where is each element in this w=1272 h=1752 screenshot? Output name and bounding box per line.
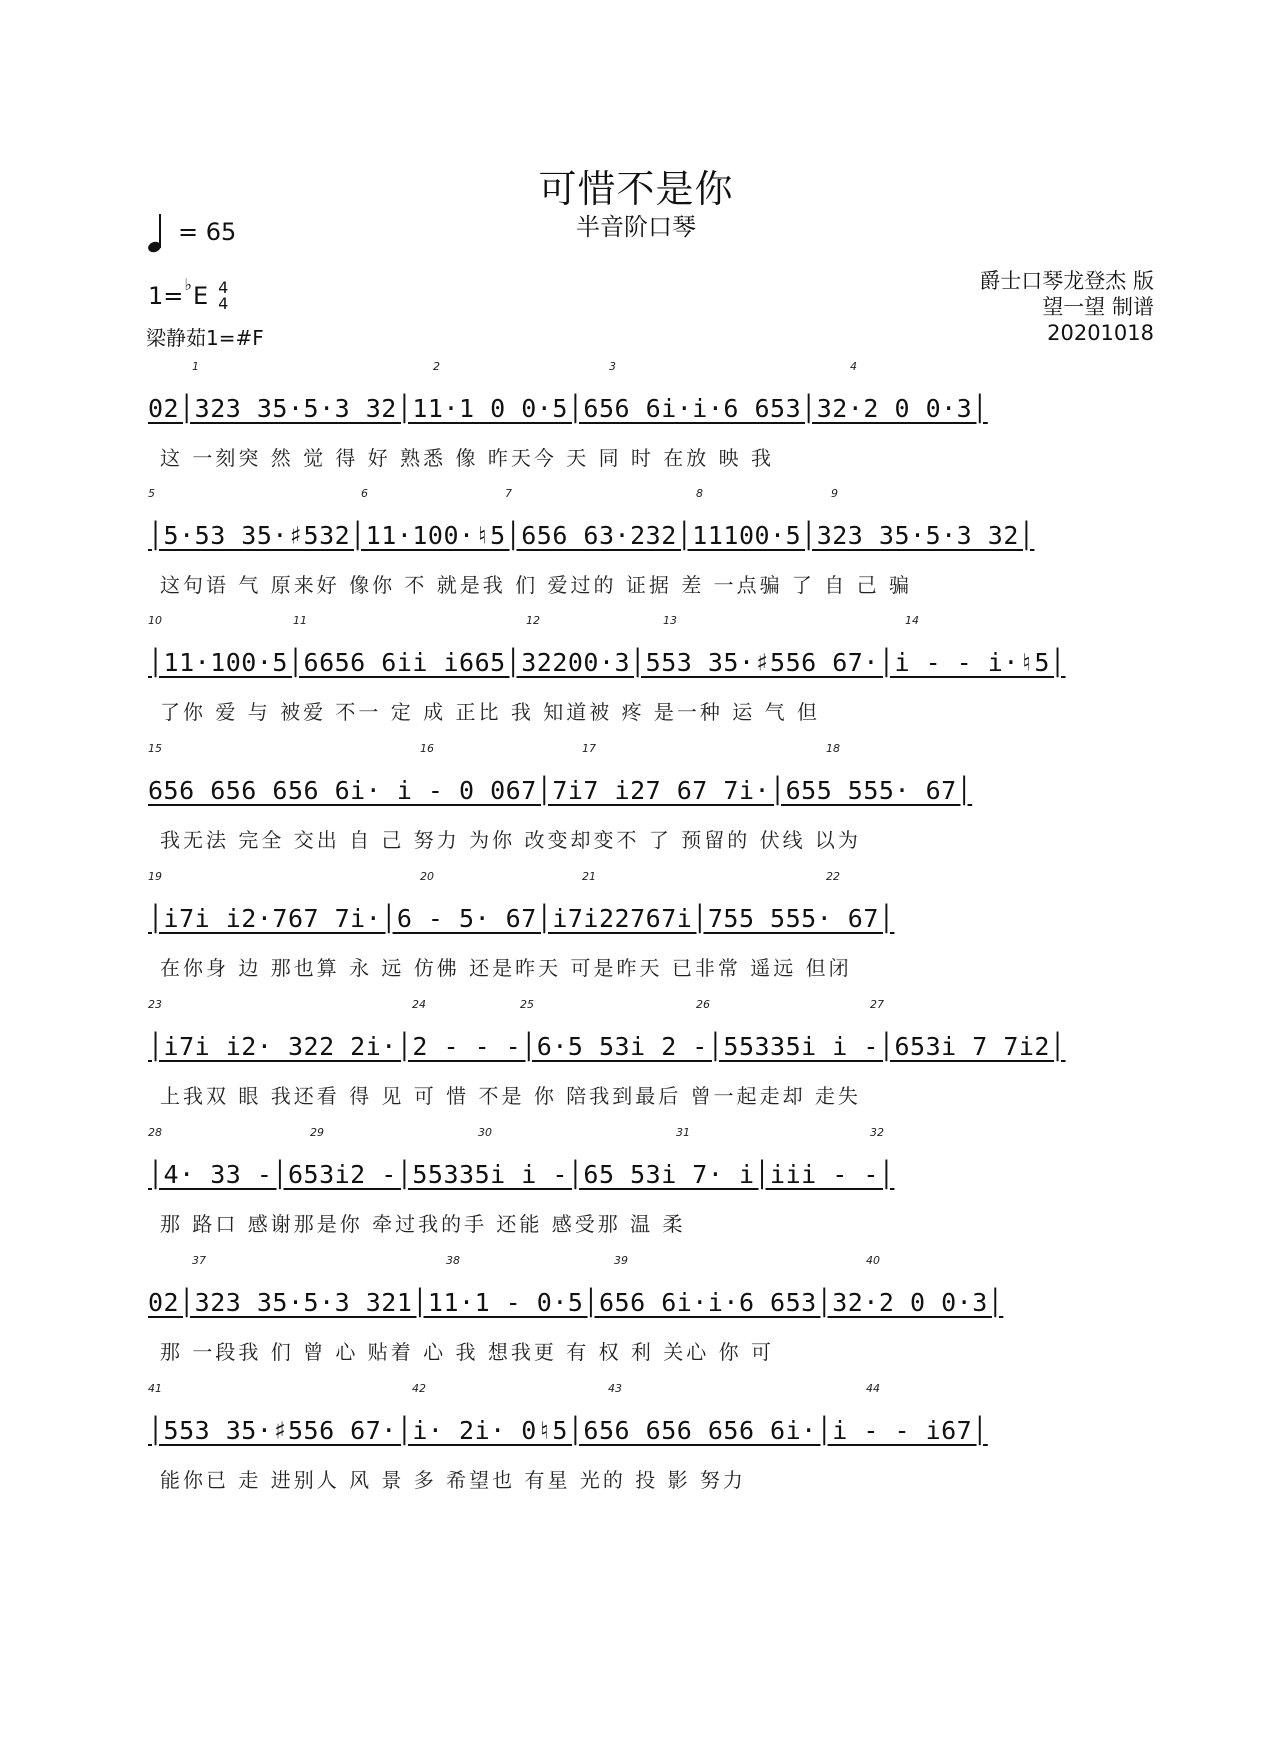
measure-number: 44 [866, 1382, 880, 1395]
tempo-marking [148, 212, 236, 252]
measure-number: 39 [614, 1254, 628, 1267]
notation-line [148, 1028, 1160, 1068]
measure-number: 20 [420, 870, 434, 883]
notation-line [148, 900, 1160, 940]
tempo-value: = 65 [178, 218, 237, 246]
measure-number: 23 [148, 998, 162, 1011]
lyrics-line: 了你 爱 与 被爱 不一 定 成 正比 我 知道被 疼 是一种 运 气 但 [160, 700, 821, 724]
measure-number: 13 [663, 614, 677, 627]
measure-numbers [148, 1254, 1160, 1268]
measure-number: 30 [478, 1126, 492, 1139]
measure-number: 22 [826, 870, 840, 883]
measure-number: 12 [526, 614, 540, 627]
jianpu-notes: │i7i i2· 322 2i·│2 - - -│6·5 53i 2 -│55335i i -│653i 7 7i2│ [148, 1032, 1066, 1061]
notation-line [148, 517, 1160, 557]
measure-numbers [148, 998, 1160, 1012]
lyrics-line: 能你已 走 进别人 风 景 多 希望也 有星 光的 投 影 努力 [160, 1468, 746, 1492]
measure-number: 38 [446, 1254, 460, 1267]
lyrics-line: 这句语 气 原来好 像你 不 就是我 们 爱过的 证据 差 一点骗 了 自 己 骗 [160, 573, 913, 597]
notation-line [148, 644, 1160, 684]
lyrics-line: 上我双 眼 我还看 得 见 可 惜 不是 你 陪我到最后 曾一起走却 走失 [160, 1084, 861, 1108]
credits [979, 268, 1154, 346]
measure-number: 29 [310, 1126, 324, 1139]
measure-number: 26 [696, 998, 710, 1011]
measure-number: 19 [148, 870, 162, 883]
credit-transcriber: 望一望 制谱 [1042, 295, 1154, 319]
lyrics-line: 那 路口 感谢那是你 牵过我的手 还能 感受那 温 柔 [160, 1212, 686, 1236]
measure-number: 7 [505, 487, 512, 500]
measure-number: 5 [148, 487, 155, 500]
jianpu-notes: │5·53 35·♯532│11·100·♮5│656 63·232│11100·5│323 35·5·3 32│ [148, 521, 1035, 550]
measure-number: 11 [293, 614, 307, 627]
measure-number: 41 [148, 1382, 162, 1395]
key-prefix: 1= [148, 282, 184, 310]
measure-number: 3 [609, 360, 616, 373]
measure-number: 18 [826, 742, 840, 755]
measure-numbers [148, 1126, 1160, 1140]
notation-line [148, 1284, 1160, 1324]
measure-numbers [148, 742, 1160, 756]
credit-version: 爵士口琴龙登杰 版 [979, 269, 1154, 293]
measure-number: 4 [850, 360, 857, 373]
time-bottom: 4 [218, 294, 229, 313]
lyrics-line: 那 一段我 们 曾 心 贴着 心 我 想我更 有 权 利 关心 你 可 [160, 1340, 775, 1364]
song-title: 可惜不是你 [538, 167, 734, 211]
measure-numbers [148, 487, 1160, 501]
key-letter: E [192, 282, 209, 310]
notation-line [148, 390, 1160, 430]
notation-line [148, 1412, 1160, 1452]
measure-number: 31 [676, 1126, 690, 1139]
measure-numbers [148, 1382, 1160, 1396]
measure-numbers [148, 870, 1160, 884]
measure-number: 14 [905, 614, 919, 627]
notation-line [148, 1156, 1160, 1196]
jianpu-notes: 02│323 35·5·3 32│11·1 0 0·5│656 6i·i·6 653│32·2 0 0·3│ [148, 394, 988, 423]
measure-numbers [148, 614, 1160, 628]
measure-number: 10 [148, 614, 162, 627]
lyrics-line: 这 一刻突 然 觉 得 好 熟悉 像 昨天今 天 同 时 在放 映 我 [160, 446, 775, 470]
measure-number: 2 [433, 360, 440, 373]
measure-number: 32 [870, 1126, 884, 1139]
jianpu-notes: │11·100·5│6656 6ii i665│32200·3│553 35·♯556 67·│i - - i·♮5│ [148, 648, 1066, 677]
measure-number: 15 [148, 742, 162, 755]
song-subtitle: 半音阶口琴 [576, 213, 696, 241]
measure-number: 9 [831, 487, 838, 500]
jianpu-notes: │4· 33 -│653i2 -│55335i i -│65 53i 7· i│iii - -│ [148, 1160, 895, 1189]
singer-key-note: 梁静茹1=#F [146, 326, 264, 350]
quarter-note-icon [148, 212, 162, 252]
measure-number: 43 [608, 1382, 622, 1395]
measure-number: 24 [412, 998, 426, 1011]
measure-numbers [148, 360, 1160, 374]
measure-number: 40 [866, 1254, 880, 1267]
key-signature [148, 274, 229, 313]
lyrics-line: 我无法 完全 交出 自 己 努力 为你 改变却变不 了 预留的 伏线 以为 [160, 828, 861, 852]
jianpu-notes: 02│323 35·5·3 321│11·1 - 0·5│656 6i·i·6 653│32·2 0 0·3│ [148, 1288, 1004, 1317]
notation-line [148, 772, 1160, 812]
measure-number: 6 [361, 487, 368, 500]
jianpu-notes: │i7i i2·767 7i·│6 - 5· 67│i7i22767i│755 555· 67│ [148, 904, 895, 933]
measure-number: 16 [420, 742, 434, 755]
measure-number: 17 [582, 742, 596, 755]
measure-number: 21 [582, 870, 596, 883]
jianpu-notes: 656 656 656 6i· i - 0 067│7i7 i27 67 7i·│655 555· 67│ [148, 776, 973, 805]
measure-number: 37 [192, 1254, 206, 1267]
lyrics-line: 在你身 边 那也算 永 远 仿佛 还是昨天 可是昨天 已非常 遥远 但闭 [160, 956, 852, 980]
measure-number: 42 [412, 1382, 426, 1395]
time-top: 4 [218, 278, 229, 297]
measure-number: 1 [192, 360, 199, 373]
credit-date: 20201018 [1047, 321, 1154, 345]
measure-number: 8 [696, 487, 703, 500]
measure-number: 27 [870, 998, 884, 1011]
time-signature [218, 280, 228, 312]
jianpu-notes: │553 35·♯556 67·│i· 2i· 0♮5│656 656 656 6i·│i - - i67│ [148, 1416, 988, 1445]
measure-number: 28 [148, 1126, 162, 1139]
measure-number: 25 [520, 998, 534, 1011]
flat-sign: ♭ [184, 274, 192, 294]
